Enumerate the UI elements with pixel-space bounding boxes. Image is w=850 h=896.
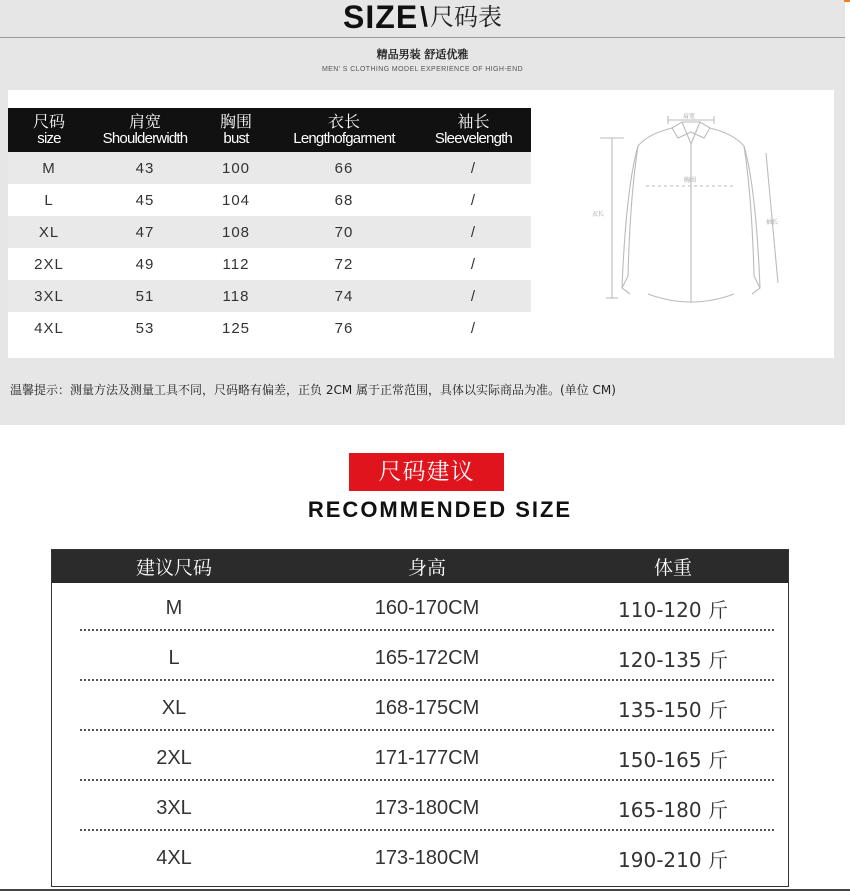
recommended-badge: 尺码建议 bbox=[349, 453, 504, 491]
sleeve-label: 袖长 bbox=[766, 219, 779, 226]
table-row: 2XL 171-177CM 150-165 斤 bbox=[52, 733, 788, 783]
col-size: 尺码 size bbox=[32, 112, 65, 147]
page-title bbox=[0, 0, 845, 36]
title-cn: 尺码表 bbox=[429, 3, 502, 31]
table-row: L 45 104 68 / bbox=[44, 191, 477, 209]
recommended-table-header bbox=[52, 550, 788, 583]
recommended-table bbox=[51, 549, 789, 887]
length-label: 衣长 bbox=[592, 211, 605, 218]
table-row: 3XL 173-180CM 165-180 斤 bbox=[52, 783, 788, 833]
col-length: 衣长 Lengthofgarment bbox=[293, 112, 395, 147]
shirt-diagram bbox=[586, 98, 801, 318]
col-shoulder: 肩宽 Shoulderwidth bbox=[102, 112, 188, 147]
chest-label: 胸围 bbox=[684, 177, 697, 184]
table-row: XL 168-175CM 135-150 斤 bbox=[52, 683, 788, 733]
table-row: L 165-172CM 120-135 斤 bbox=[52, 633, 788, 683]
table-row: XL 47 108 70 / bbox=[8, 216, 531, 248]
col-height: 身高 bbox=[407, 557, 446, 579]
title-slash: \ bbox=[420, 1, 428, 32]
table-row: 4XL 173-180CM 190-210 斤 bbox=[156, 846, 728, 872]
col-weight: 体重 bbox=[653, 557, 692, 579]
recommended-title: RECOMMENDED SIZE bbox=[307, 497, 573, 522]
shoulder-label: 肩宽 bbox=[683, 113, 696, 120]
title-en: SIZE bbox=[343, 0, 419, 35]
col-sleeve: 袖长 Sleevelength bbox=[434, 112, 513, 147]
size-table bbox=[8, 108, 531, 344]
size-panel bbox=[8, 90, 834, 358]
col-recommended-size: 建议尺码 bbox=[135, 557, 212, 579]
subtitle-en: MEN' S CLOTHING MODEL EXPERIENCE OF HIGH-END bbox=[321, 66, 524, 73]
title-divider bbox=[0, 37, 845, 38]
table-row: M 43 100 66 / bbox=[8, 152, 531, 184]
col-bust: 胸围 bust bbox=[219, 112, 252, 147]
table-row: 3XL 51 118 74 / bbox=[8, 280, 531, 312]
bottom-divider bbox=[0, 889, 850, 891]
size-table-header bbox=[8, 108, 531, 152]
measurement-tip: 温馨提示：测量方法及测量工具不同，尺码略有偏差，正负 2CM 属于正常范围，具体以实际商品为准。(单位 CM) bbox=[10, 383, 616, 397]
table-row: 4XL 53 125 76 / bbox=[34, 319, 477, 337]
subtitle-cn: 精品男装 舒适优雅 bbox=[376, 48, 469, 61]
table-row: 2XL 49 112 72 / bbox=[34, 255, 477, 273]
table-row: M 160-170CM 110-120 斤 bbox=[52, 583, 788, 633]
